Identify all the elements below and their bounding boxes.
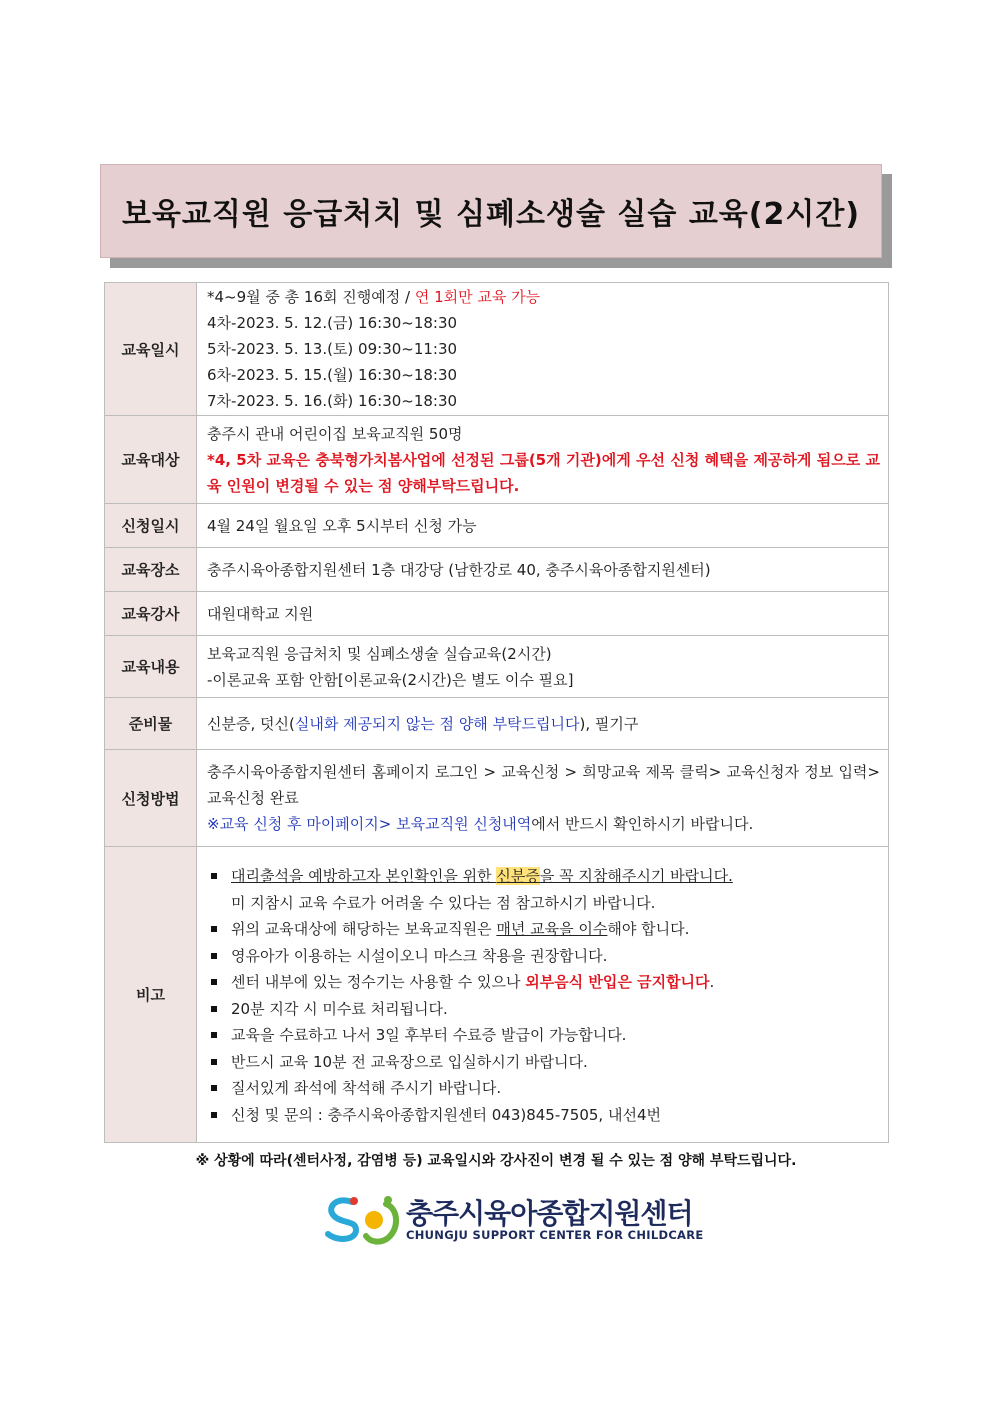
list-item bbox=[207, 943, 880, 970]
label-remarks: 비고 bbox=[105, 847, 197, 1143]
label-place: 교육장소 bbox=[105, 548, 197, 592]
session-item: 4차-2023. 5. 12.(금) 16:30~18:30 bbox=[207, 314, 458, 332]
remark-text: 질서있게 좌석에 착석해 주시기 바랍니다. bbox=[231, 1079, 502, 1097]
bullet-icon bbox=[211, 953, 217, 959]
remarks-cell bbox=[197, 847, 889, 1143]
method-steps: 충주시육아종합지원센터 홈페이지 로그인 > 교육신청 > 희망교육 제목 클릭> 교육신청자 정보 입력> 교육신청 완료 bbox=[207, 763, 880, 807]
label-method: 신청방법 bbox=[105, 750, 197, 847]
prep-cell bbox=[197, 698, 889, 750]
session-item: 7차-2023. 5. 16.(화) 16:30~18:30 bbox=[207, 392, 458, 410]
bullet-icon bbox=[211, 1085, 217, 1091]
label-instructor: 교육강사 bbox=[105, 592, 197, 636]
highlight-id-card: 신분증 bbox=[496, 867, 540, 885]
remark-underline: 매년 교육을 이수 bbox=[496, 920, 608, 938]
session-item: 5차-2023. 5. 13.(토) 09:30~11:30 bbox=[207, 340, 458, 358]
remark-text: 영유아가 이용하는 시설이오니 마스크 착용을 권장합니다. bbox=[231, 946, 608, 965]
row-method bbox=[105, 750, 889, 847]
remark-text: 신청 및 문의 : 충주시육아종합지원센터 043)845-7505, 내선4번 bbox=[231, 1105, 661, 1124]
target-content bbox=[197, 416, 889, 504]
content-line: 보육교직원 응급처치 및 심폐소생술 실습교육(2시간) bbox=[207, 644, 552, 663]
logo-subtitle: CHUNGJU SUPPORT CENTER FOR CHILDCARE bbox=[406, 1228, 704, 1242]
remark-text-part: 을 꼭 지참해주시기 바랍니다. bbox=[539, 867, 733, 885]
row-content bbox=[105, 636, 889, 698]
label-prep: 준비물 bbox=[105, 698, 197, 750]
list-item bbox=[207, 1022, 880, 1049]
row-prep bbox=[105, 698, 889, 750]
label-schedule: 교육일시 bbox=[105, 283, 197, 416]
bullet-icon bbox=[211, 1006, 217, 1012]
row-place bbox=[105, 548, 889, 592]
center-logo bbox=[322, 1192, 704, 1248]
remark-text-part: 해야 합니다. bbox=[607, 920, 690, 938]
remarks-list bbox=[207, 855, 880, 1134]
row-schedule bbox=[105, 283, 889, 416]
content-cell bbox=[197, 636, 889, 698]
footnote: ※ 상황에 따라(센터사정, 감염병 등) 교육일시와 강사진이 변경 될 수 있는 점 양해 부탁드립니다. bbox=[195, 1153, 797, 1169]
logo-name: 충주시육아종합지원센터 bbox=[406, 1197, 693, 1230]
remark-text: 반드시 교육 10분 전 교육장으로 입실하시기 바랍니다. bbox=[231, 1052, 588, 1071]
target-line: 충주시 관내 어린이집 보육교직원 50명 bbox=[207, 424, 463, 443]
remark-warning: 외부음식 반입은 금지합니다 bbox=[525, 973, 710, 991]
list-item-continuation: 미 지참시 교육 수료가 어려울 수 있다는 점 참고하시기 바랍니다. bbox=[231, 893, 656, 912]
remark-text-part: 대리출석을 예방하고자 본인확인을 위한 bbox=[231, 867, 497, 885]
bullet-icon bbox=[211, 979, 217, 985]
bullet-icon bbox=[211, 873, 217, 879]
remark-text-part: . bbox=[709, 973, 715, 991]
schedule-note bbox=[207, 284, 880, 310]
remark-text-part: 위의 교육대상에 해당하는 보육교직원은 bbox=[231, 920, 497, 938]
prep-text: 신분증, 덧신( bbox=[207, 714, 295, 733]
list-item bbox=[207, 863, 880, 890]
instructor-text: 대원대학교 지원 bbox=[197, 592, 889, 636]
remark-text: 교육을 수료하고 나서 3일 후부터 수료증 발급이 가능합니다. bbox=[231, 1026, 627, 1044]
list-item bbox=[207, 916, 880, 943]
list-item bbox=[207, 1075, 880, 1102]
label-apply-date: 신청일시 bbox=[105, 504, 197, 548]
row-remarks bbox=[105, 847, 889, 1143]
label-content: 교육내용 bbox=[105, 636, 197, 698]
label-target: 교육대상 bbox=[105, 416, 197, 504]
bullet-icon bbox=[211, 926, 217, 932]
method-cell bbox=[197, 750, 889, 847]
list-item bbox=[207, 996, 880, 1023]
method-note-blue: ※교육 신청 후 마이페이지> 보육교직원 신청내역 bbox=[207, 815, 532, 833]
remark-text bbox=[231, 867, 733, 885]
prep-notice: 실내화 제공되지 않는 점 양해 부탁드립니다 bbox=[294, 714, 580, 733]
schedule-note-text: *4~9월 중 총 16회 진행예정 / bbox=[207, 288, 415, 306]
row-apply-date bbox=[105, 504, 889, 548]
list-item bbox=[207, 1102, 880, 1129]
title-banner bbox=[100, 164, 882, 258]
bullet-icon bbox=[211, 1112, 217, 1118]
place-text: 충주시육아종합지원센터 1층 대강당 (남한강로 40, 충주시육아종합지원센터) bbox=[197, 548, 889, 592]
session-item: 6차-2023. 5. 15.(월) 16:30~18:30 bbox=[207, 366, 458, 384]
row-target bbox=[105, 416, 889, 504]
target-notice: *4, 5차 교육은 충북형가치봄사업에 선정된 그룹(5개 기관)에게 우선 신청 혜택을 제공하게 됨으로 교육 인원이 변경될 수 있는 점 양해부탁드립니다. bbox=[207, 450, 880, 495]
method-note-text: 에서 반드시 확인하시기 바랍니다. bbox=[531, 815, 754, 833]
schedule-content bbox=[197, 283, 889, 416]
method-note bbox=[207, 811, 880, 837]
bullet-icon bbox=[211, 1032, 217, 1038]
content-line: -이론교육 포함 안함[이론교육(2시간)은 별도 이수 필요] bbox=[207, 670, 574, 689]
list-item bbox=[207, 969, 880, 996]
row-instructor bbox=[105, 592, 889, 636]
page-title: 보육교직원 응급처치 및 심폐소생술 실습 교육(2시간) bbox=[121, 197, 861, 232]
info-table bbox=[104, 282, 889, 1143]
remark-text: 20분 지각 시 미수료 처리됩니다. bbox=[231, 999, 448, 1018]
bullet-icon bbox=[211, 1059, 217, 1065]
schedule-note-red: 연 1회만 교육 가능 bbox=[414, 288, 541, 306]
apply-date-text: 4월 24일 월요일 오후 5시부터 신청 가능 bbox=[197, 504, 889, 548]
remark-text-part: 센터 내부에 있는 정수기는 사용할 수 있으나 bbox=[231, 973, 526, 991]
prep-text: ), 필기구 bbox=[579, 714, 639, 733]
logo-mark-icon bbox=[322, 1194, 402, 1246]
list-item bbox=[207, 1049, 880, 1076]
